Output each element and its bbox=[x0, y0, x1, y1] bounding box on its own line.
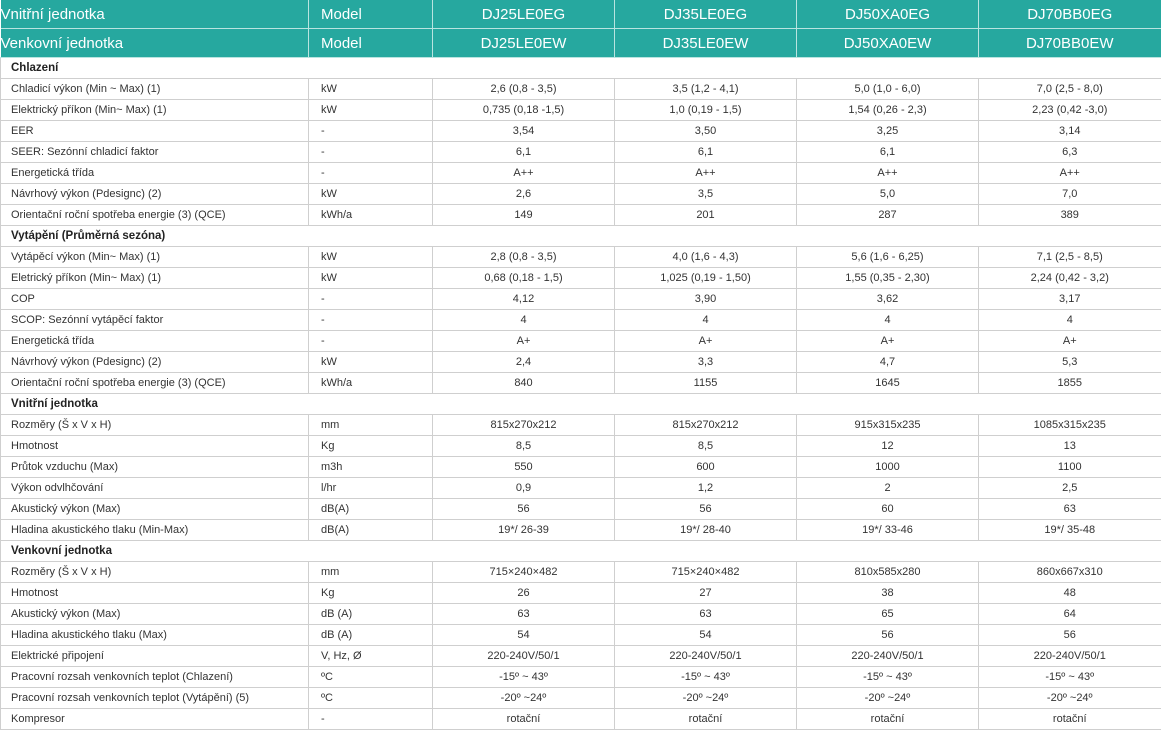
model-code: DJ25LE0EW bbox=[433, 29, 615, 58]
row-value: 63 bbox=[433, 604, 615, 625]
row-value: 19*/ 33-46 bbox=[797, 520, 979, 541]
row-value: rotační bbox=[979, 709, 1161, 730]
row-unit: dB(A) bbox=[309, 520, 433, 541]
row-value: rotační bbox=[797, 709, 979, 730]
row-label: Energetická třída bbox=[1, 331, 309, 352]
row-label: COP bbox=[1, 289, 309, 310]
row-value: 19*/ 26-39 bbox=[433, 520, 615, 541]
row-value: -20º ~24º bbox=[979, 688, 1161, 709]
row-value: A++ bbox=[433, 163, 615, 184]
row-value: 4,0 (1,6 - 4,3) bbox=[615, 247, 797, 268]
row-value: 220-240V/50/1 bbox=[797, 646, 979, 667]
row-label: Rozměry (Š x V x H) bbox=[1, 562, 309, 583]
row-label: Návrhový výkon (Pdesignc) (2) bbox=[1, 352, 309, 373]
row-value: 1,54 (0,26 - 2,3) bbox=[797, 100, 979, 121]
row-label: Kompresor bbox=[1, 709, 309, 730]
row-value: 27 bbox=[615, 583, 797, 604]
table-row bbox=[1, 604, 1161, 625]
row-value: 6,1 bbox=[433, 142, 615, 163]
model-header bbox=[1, 0, 1161, 58]
row-label: Akustický výkon (Max) bbox=[1, 499, 309, 520]
table-row bbox=[1, 184, 1161, 205]
model-code: DJ70BB0EW bbox=[979, 29, 1161, 58]
row-value: 3,50 bbox=[615, 121, 797, 142]
row-unit: Kg bbox=[309, 436, 433, 457]
row-value: 5,3 bbox=[979, 352, 1161, 373]
section-header bbox=[1, 394, 1161, 415]
row-value: -20º ~24º bbox=[615, 688, 797, 709]
row-label: Pracovní rozsah venkovních teplot (Chlazení) bbox=[1, 667, 309, 688]
row-unit: - bbox=[309, 163, 433, 184]
row-value: 1855 bbox=[979, 373, 1161, 394]
section-header bbox=[1, 58, 1161, 79]
row-value: 1,0 (0,19 - 1,5) bbox=[615, 100, 797, 121]
row-unit: kW bbox=[309, 100, 433, 121]
row-value: 5,0 bbox=[797, 184, 979, 205]
row-value: 7,1 (2,5 - 8,5) bbox=[979, 247, 1161, 268]
row-value: 6,3 bbox=[979, 142, 1161, 163]
row-value: 4 bbox=[797, 310, 979, 331]
row-value: 220-240V/50/1 bbox=[433, 646, 615, 667]
row-value: 2,5 bbox=[979, 478, 1161, 499]
row-value: rotační bbox=[433, 709, 615, 730]
table-row bbox=[1, 310, 1161, 331]
table-row bbox=[1, 331, 1161, 352]
table-row bbox=[1, 352, 1161, 373]
row-value: 3,5 (1,2 - 4,1) bbox=[615, 79, 797, 100]
row-value: 3,5 bbox=[615, 184, 797, 205]
row-unit: dB (A) bbox=[309, 604, 433, 625]
row-value: 2,23 (0,42 -3,0) bbox=[979, 100, 1161, 121]
table-row bbox=[1, 436, 1161, 457]
table-row bbox=[1, 478, 1161, 499]
row-value: 220-240V/50/1 bbox=[979, 646, 1161, 667]
model-code: DJ50XA0EW bbox=[797, 29, 979, 58]
row-unit: kW bbox=[309, 352, 433, 373]
row-value: 2,24 (0,42 - 3,2) bbox=[979, 268, 1161, 289]
table-row bbox=[1, 121, 1161, 142]
row-value: 715×240×482 bbox=[433, 562, 615, 583]
table-row bbox=[1, 499, 1161, 520]
table-row bbox=[1, 289, 1161, 310]
row-value: 5,6 (1,6 - 6,25) bbox=[797, 247, 979, 268]
table-row bbox=[1, 688, 1161, 709]
row-value: 5,0 (1,0 - 6,0) bbox=[797, 79, 979, 100]
row-value: -15º ~ 43º bbox=[797, 667, 979, 688]
row-label: Orientační roční spotřeba energie (3) (QCE) bbox=[1, 205, 309, 226]
row-value: -15º ~ 43º bbox=[979, 667, 1161, 688]
row-label: Akustický výkon (Max) bbox=[1, 604, 309, 625]
table-row bbox=[1, 142, 1161, 163]
row-value: -20º ~24º bbox=[433, 688, 615, 709]
row-label: Průtok vzduchu (Max) bbox=[1, 457, 309, 478]
row-label: Eletrický příkon (Min~ Max) (1) bbox=[1, 268, 309, 289]
row-value: 815x270x212 bbox=[433, 415, 615, 436]
row-unit: - bbox=[309, 142, 433, 163]
row-label: SCOP: Sezónní vytápěcí faktor bbox=[1, 310, 309, 331]
row-unit: kW bbox=[309, 247, 433, 268]
row-value: 4 bbox=[433, 310, 615, 331]
row-label: Vytápěcí výkon (Min~ Max) (1) bbox=[1, 247, 309, 268]
row-value: 4,12 bbox=[433, 289, 615, 310]
row-label: Rozměry (Š x V x H) bbox=[1, 415, 309, 436]
row-value: 860x667x310 bbox=[979, 562, 1161, 583]
table-row bbox=[1, 646, 1161, 667]
row-unit: - bbox=[309, 289, 433, 310]
row-value: 0,9 bbox=[433, 478, 615, 499]
row-value: 3,90 bbox=[615, 289, 797, 310]
table-row bbox=[1, 625, 1161, 646]
row-unit: kWh/a bbox=[309, 373, 433, 394]
row-unit: dB (A) bbox=[309, 625, 433, 646]
row-value: 2,8 (0,8 - 3,5) bbox=[433, 247, 615, 268]
row-value: 1,025 (0,19 - 1,50) bbox=[615, 268, 797, 289]
row-label: Návrhový výkon (Pdesignc) (2) bbox=[1, 184, 309, 205]
row-value: 8,5 bbox=[433, 436, 615, 457]
row-value: A+ bbox=[615, 331, 797, 352]
row-unit: kW bbox=[309, 184, 433, 205]
row-value: 6,1 bbox=[615, 142, 797, 163]
table-row bbox=[1, 79, 1161, 100]
row-label: Hmotnost bbox=[1, 436, 309, 457]
row-value: 12 bbox=[797, 436, 979, 457]
row-value: 13 bbox=[979, 436, 1161, 457]
row-value: 2,4 bbox=[433, 352, 615, 373]
model-code: DJ35LE0EG bbox=[615, 0, 797, 29]
row-value: 550 bbox=[433, 457, 615, 478]
table-row bbox=[1, 562, 1161, 583]
model-code: DJ50XA0EG bbox=[797, 0, 979, 29]
row-value: 65 bbox=[797, 604, 979, 625]
row-label: Hmotnost bbox=[1, 583, 309, 604]
row-value: 0,735 (0,18 -1,5) bbox=[433, 100, 615, 121]
row-label: Elektrické připojení bbox=[1, 646, 309, 667]
header-label: Venkovní jednotka bbox=[1, 29, 309, 58]
table-row bbox=[1, 205, 1161, 226]
row-value: 389 bbox=[979, 205, 1161, 226]
row-value: 54 bbox=[433, 625, 615, 646]
row-label: EER bbox=[1, 121, 309, 142]
row-value: -15º ~ 43º bbox=[615, 667, 797, 688]
header-unit: Model bbox=[309, 0, 433, 29]
row-value: 3,3 bbox=[615, 352, 797, 373]
row-value: 1645 bbox=[797, 373, 979, 394]
row-value: 1000 bbox=[797, 457, 979, 478]
row-unit: - bbox=[309, 121, 433, 142]
row-value: 840 bbox=[433, 373, 615, 394]
header-unit: Model bbox=[309, 29, 433, 58]
row-value: 38 bbox=[797, 583, 979, 604]
row-value: 810x585x280 bbox=[797, 562, 979, 583]
row-value: 1,2 bbox=[615, 478, 797, 499]
row-unit: ºC bbox=[309, 688, 433, 709]
row-value: 26 bbox=[433, 583, 615, 604]
row-value: 1,55 (0,35 - 2,30) bbox=[797, 268, 979, 289]
row-value: 1100 bbox=[979, 457, 1161, 478]
table-row bbox=[1, 520, 1161, 541]
row-value: 3,54 bbox=[433, 121, 615, 142]
row-value: A+ bbox=[979, 331, 1161, 352]
row-label: SEER: Sezónní chladicí faktor bbox=[1, 142, 309, 163]
table-row bbox=[1, 667, 1161, 688]
row-value: 715×240×482 bbox=[615, 562, 797, 583]
section-title: Venkovní jednotka bbox=[1, 541, 1161, 562]
row-label: Výkon odvlhčování bbox=[1, 478, 309, 499]
row-value: 815x270x212 bbox=[615, 415, 797, 436]
header-label: Vnitřní jednotka bbox=[1, 0, 309, 29]
row-value: rotační bbox=[615, 709, 797, 730]
model-code: DJ35LE0EW bbox=[615, 29, 797, 58]
row-value: 56 bbox=[797, 625, 979, 646]
row-unit: V, Hz, Ø bbox=[309, 646, 433, 667]
row-label: Elektrický příkon (Min~ Max) (1) bbox=[1, 100, 309, 121]
section-title: Vnitřní jednotka bbox=[1, 394, 1161, 415]
table-row bbox=[1, 100, 1161, 121]
row-value: 54 bbox=[615, 625, 797, 646]
row-value: -15º ~ 43º bbox=[433, 667, 615, 688]
row-unit: - bbox=[309, 310, 433, 331]
row-value: 63 bbox=[615, 604, 797, 625]
table-row bbox=[1, 709, 1161, 730]
section-title: Chlazení bbox=[1, 58, 1161, 79]
row-value: A+ bbox=[433, 331, 615, 352]
row-unit: ºC bbox=[309, 667, 433, 688]
row-unit: kW bbox=[309, 268, 433, 289]
row-value: A++ bbox=[797, 163, 979, 184]
row-value: 2 bbox=[797, 478, 979, 499]
table-row bbox=[1, 583, 1161, 604]
row-value: 56 bbox=[979, 625, 1161, 646]
row-value: 48 bbox=[979, 583, 1161, 604]
section-header bbox=[1, 226, 1161, 247]
row-unit: - bbox=[309, 709, 433, 730]
row-value: A++ bbox=[615, 163, 797, 184]
row-value: 149 bbox=[433, 205, 615, 226]
row-value: 7,0 (2,5 - 8,0) bbox=[979, 79, 1161, 100]
row-unit: l/hr bbox=[309, 478, 433, 499]
row-label: Chladicí výkon (Min ~ Max) (1) bbox=[1, 79, 309, 100]
row-value: 3,25 bbox=[797, 121, 979, 142]
row-value: 2,6 bbox=[433, 184, 615, 205]
row-value: 8,5 bbox=[615, 436, 797, 457]
row-value: 63 bbox=[979, 499, 1161, 520]
section-header bbox=[1, 541, 1161, 562]
row-value: 64 bbox=[979, 604, 1161, 625]
row-value: 4 bbox=[979, 310, 1161, 331]
row-value: 3,62 bbox=[797, 289, 979, 310]
row-unit: - bbox=[309, 331, 433, 352]
row-value: 915x315x235 bbox=[797, 415, 979, 436]
row-value: 201 bbox=[615, 205, 797, 226]
model-code: DJ25LE0EG bbox=[433, 0, 615, 29]
header-row-outdoor bbox=[1, 29, 1161, 58]
row-unit: mm bbox=[309, 415, 433, 436]
row-unit: dB(A) bbox=[309, 499, 433, 520]
row-value: 6,1 bbox=[797, 142, 979, 163]
row-value: 4,7 bbox=[797, 352, 979, 373]
row-value: 3,17 bbox=[979, 289, 1161, 310]
row-value: 2,6 (0,8 - 3,5) bbox=[433, 79, 615, 100]
row-label: Energetická třída bbox=[1, 163, 309, 184]
row-value: 0,68 (0,18 - 1,5) bbox=[433, 268, 615, 289]
row-unit: Kg bbox=[309, 583, 433, 604]
row-value: 1155 bbox=[615, 373, 797, 394]
header-row-indoor bbox=[1, 0, 1161, 29]
row-value: 3,14 bbox=[979, 121, 1161, 142]
section-title: Vytápění (Průměrná sezóna) bbox=[1, 226, 1161, 247]
row-unit: m3h bbox=[309, 457, 433, 478]
row-value: 19*/ 35-48 bbox=[979, 520, 1161, 541]
row-value: 56 bbox=[433, 499, 615, 520]
row-value: 4 bbox=[615, 310, 797, 331]
row-value: 600 bbox=[615, 457, 797, 478]
row-value: -20º ~24º bbox=[797, 688, 979, 709]
table-row bbox=[1, 415, 1161, 436]
table-row bbox=[1, 247, 1161, 268]
row-value: 220-240V/50/1 bbox=[615, 646, 797, 667]
table-row bbox=[1, 373, 1161, 394]
row-value: A++ bbox=[979, 163, 1161, 184]
row-unit: mm bbox=[309, 562, 433, 583]
row-value: 19*/ 28-40 bbox=[615, 520, 797, 541]
row-label: Hladina akustického tlaku (Min-Max) bbox=[1, 520, 309, 541]
row-value: 60 bbox=[797, 499, 979, 520]
row-unit: kWh/a bbox=[309, 205, 433, 226]
row-label: Hladina akustického tlaku (Max) bbox=[1, 625, 309, 646]
spec-body bbox=[1, 58, 1161, 730]
row-label: Orientační roční spotřeba energie (3) (QCE) bbox=[1, 373, 309, 394]
row-value: A+ bbox=[797, 331, 979, 352]
row-value: 56 bbox=[615, 499, 797, 520]
table-row bbox=[1, 268, 1161, 289]
row-value: 1085x315x235 bbox=[979, 415, 1161, 436]
row-label: Pracovní rozsah venkovních teplot (Vytápění) (5) bbox=[1, 688, 309, 709]
row-unit: kW bbox=[309, 79, 433, 100]
row-value: 287 bbox=[797, 205, 979, 226]
table-row bbox=[1, 163, 1161, 184]
row-value: 7,0 bbox=[979, 184, 1161, 205]
model-code: DJ70BB0EG bbox=[979, 0, 1161, 29]
table-row bbox=[1, 457, 1161, 478]
